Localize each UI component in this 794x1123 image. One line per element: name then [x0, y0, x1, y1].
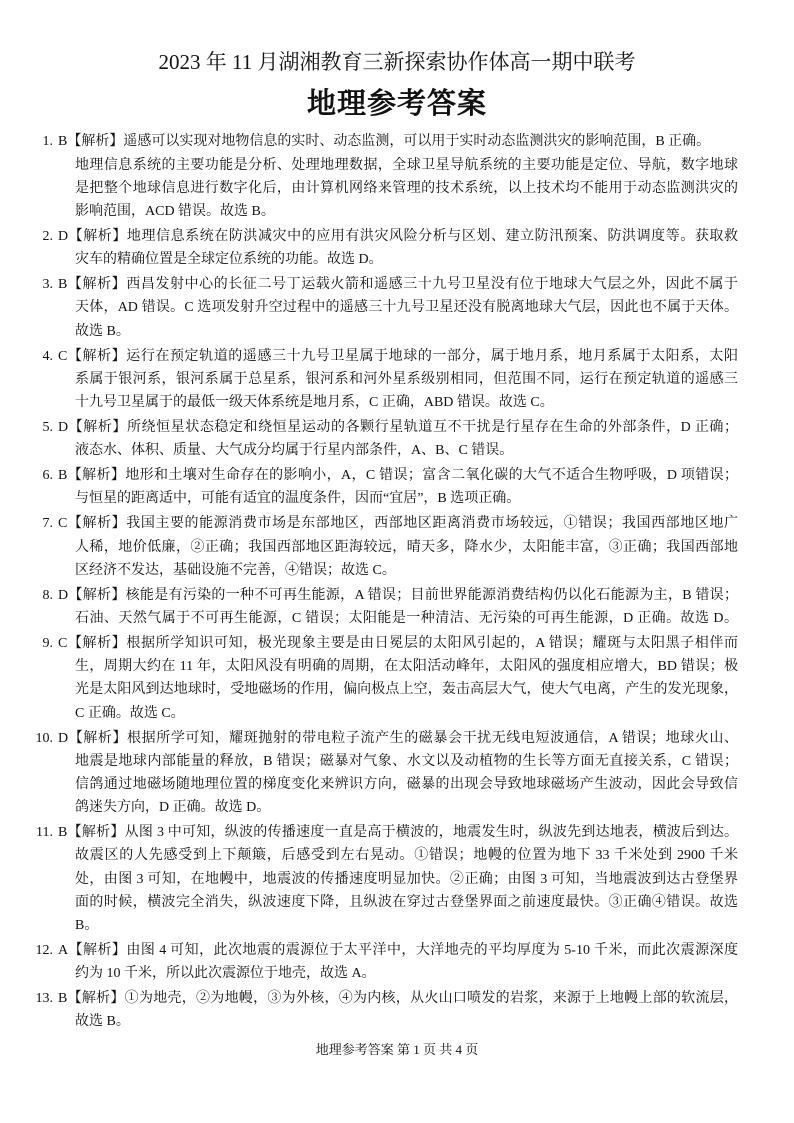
answer-line: 生，周期大约在 11 年，太阳风没有明确的周期，在太阳活动峰年，太阳风的强度相应增大，BD 错误；极	[75, 659, 738, 675]
answer-line: 石油、天然气属于不可再生能源，C 错误；太阳能是一种清洁、无污染的可再生能源，D 正确。故选 D。	[75, 611, 738, 627]
question-number: 2.	[42, 229, 53, 244]
answer-text: B【解析】从图 3 中可知，纵波的传播速度一直是高于横波的，地震发生时，纵波先到达地表，横波后到达。	[58, 825, 738, 841]
answer-line	[0, 512, 794, 535]
answer-line: 信鸽通过地磁场随地理位置的梯度变化来辨识方向，磁暴的出现会导致地球磁场产生波动，因此会导致信	[75, 777, 738, 793]
answer-line: 十九号卫星属于的最低一级天体系统是地月系，C 正确，ABD 错误。故选 C。	[75, 395, 554, 411]
answer-item-2	[0, 225, 794, 271]
answer-list	[0, 130, 794, 1033]
answer-item-11	[0, 821, 794, 937]
answer-line	[0, 727, 794, 750]
answer-text: B【解析】①为地壳，②为地幔，③为外核，④为内核，从火山口喷发的岩浆，来源于上地幔上部的软流层，	[58, 991, 738, 1007]
answer-item-8	[0, 584, 794, 630]
answer-item-12	[0, 939, 794, 985]
question-number: 9.	[42, 636, 53, 652]
answer-line: 影响范围，ACD 错误。故选 B。	[75, 204, 275, 219]
answer-line	[0, 584, 794, 607]
answer-text: C【解析】我国主要的能源消费市场是东部地区，西部地区距离消费市场较远，①错误；我国西部地区地广	[58, 516, 738, 532]
question-number: 6.	[42, 468, 53, 484]
answer-text: C【解析】运行在预定轨道的遥感三十九号卫星属于地球的一部分，属于地月系，地月系属于太阳系，太阳	[58, 348, 738, 364]
answer-line: 处，由图 3 可知，在地幔中，地震波的传播速度明显加快。②正确；由图 3 可知，当地震波到达古登堡界	[75, 871, 738, 887]
answer-line: 约为 10 千米，所以此次震源位于地壳，故选 A。	[75, 966, 376, 982]
answer-text: D【解析】所绕恒星状态稳定和绕恒星运动的各颗行星轨道互不干扰是行星存在生命的外部条件，D 正确；	[58, 420, 738, 436]
answer-item-9	[0, 632, 794, 725]
answer-line: 鸽迷失方向，D 正确。故选 D。	[75, 800, 271, 816]
question-number: 12.	[35, 943, 53, 959]
question-number: 11.	[36, 825, 53, 841]
answer-line	[0, 939, 794, 962]
question-number: 3.	[42, 277, 53, 293]
answer-line	[0, 273, 794, 296]
question-number: 13.	[35, 991, 53, 1007]
answer-text: D【解析】根据所学可知，耀斑抛射的带电粒子流产生的磁暴会干扰无线电短波通信，A 错误；地球火山、	[58, 730, 738, 746]
answer-line: 是把整个地球信息进行数字化后，由计算机网络来管理的技术系统，以上技术均不能用于动态监测洪灾的	[75, 180, 738, 196]
question-number: 5.	[42, 420, 53, 436]
answer-line	[0, 464, 794, 487]
answer-text: B【解析】地形和土壤对生命存在的影响小，A，C 错误；富含二氧化碳的大气不适合生物呼吸，D 项错误；	[58, 468, 738, 484]
answer-line	[0, 632, 794, 655]
answer-line: 面的时候，横波完全消失，纵波速度下降，且纵波在穿过古登堡界面之前速度最快。③正确④错误。故选	[75, 894, 738, 910]
answer-text: D【解析】地理信息系统在防洪减灾中的应用有洪灾风险分析与区划、建立防汛预案、防洪调度等。获取救	[58, 229, 738, 244]
answer-line: 灾车的精确位置是全球定位系统的功能。故选 D。	[75, 252, 383, 268]
answer-line	[0, 821, 794, 844]
answer-item-4	[0, 345, 794, 415]
answer-text: D【解析】核能是有污染的一种不可再生能源，A 错误；目前世界能源消费结构仍以化石能源为主，B 错误；	[58, 587, 738, 603]
answer-line: 故选 B。	[75, 323, 130, 339]
answer-item-13	[0, 987, 794, 1033]
answer-line	[0, 130, 794, 153]
answer-item-1	[0, 130, 794, 223]
answer-line: 液态水、体积、质量、大气成分均属于行星内部条件，A、B、C 错误。	[75, 443, 514, 459]
answer-text: C【解析】根据所学知识可知，极光现象主要是由日冕层的太阳风引起的，A 错误；耀斑与太阳黑子相伴而	[58, 636, 738, 652]
answer-line: 光是太阳风到达地球时，受地磁场的作用，偏向极点上空，轰击高层大气，使大气电离，产生的发光现象，	[75, 682, 738, 698]
question-number: 10.	[35, 730, 53, 746]
answer-item-7	[0, 512, 794, 582]
answer-line: C 正确。故选 C。	[75, 705, 185, 721]
answer-text: A【解析】由图 4 可知，此次地震的震源位于太平洋中，大洋地壳的平均厚度为 5-10 千米，而此次震源深度	[58, 943, 738, 959]
answer-line	[0, 225, 794, 248]
answer-line: 区经济不发达，基础设施不完善，④错误；故选 C。	[75, 562, 396, 578]
answer-line: 地震是地球内部能量的释放，B 错误；磁暴对气象、水文以及动植物的生长等方面无直接关系，C 错误；	[75, 753, 738, 769]
answer-line: 地理信息系统的主要功能是分析、处理地理数据，全球卫星导航系统的主要功能是定位、导航，数字地球	[75, 157, 738, 173]
exam-title: 2023 年 11 月湖湘教育三新探索协作体高一期中联考	[158, 50, 636, 74]
question-number: 8.	[42, 587, 53, 603]
answer-line: 故选 B。	[75, 1014, 130, 1030]
answer-text: B【解析】西昌发射中心的长征二号丁运载火箭和遥感三十九号卫星没有位于地球大气层之外，因此不属于	[58, 277, 738, 293]
answer-item-5	[0, 416, 794, 462]
answer-line: 系属于银河系，银河系属于总星系，银河系和河外星系级别相同，但范围不同，运行在预定轨道的遥感三	[75, 371, 738, 387]
answer-line: 故震区的人先感受到上下颠簸，后感受到左右晃动。①错误；地幔的位置为地下 33 千米处到 2900 千米	[75, 848, 738, 864]
answer-line: 与恒星的距离适中，可能有适宜的温度条件，因而“宜居”，B 选项正确。	[75, 491, 521, 507]
answer-line: 人稀，地价低廉，②正确；我国西部地区距海较远，晴天多，降水少，太阳能丰富，③正确；我国西部地	[75, 539, 738, 555]
answer-item-10	[0, 727, 794, 820]
answer-line: 天体，AD 错误。C 选项发射升空过程中的遥感三十九号卫星还没有脱离地球大气层，因此也不属于天体。	[75, 300, 738, 316]
question-number: 4.	[42, 348, 53, 364]
answer-line: B。	[75, 918, 99, 934]
answer-line	[0, 416, 794, 439]
answer-item-3	[0, 273, 794, 343]
question-number: 7.	[42, 516, 53, 532]
document-subtitle: 地理参考答案	[306, 86, 487, 120]
answer-line	[0, 987, 794, 1010]
page-footer: 地理参考答案 第 1 页 共 4 页	[315, 1042, 479, 1057]
answer-line	[0, 345, 794, 368]
question-number: 1.	[42, 134, 53, 150]
answer-item-6	[0, 464, 794, 510]
answer-text: B【解析】遥感可以实现对地物信息的实时、动态监测，可以用于实时动态监测洪灾的影响范围，B 正确。	[58, 134, 711, 150]
